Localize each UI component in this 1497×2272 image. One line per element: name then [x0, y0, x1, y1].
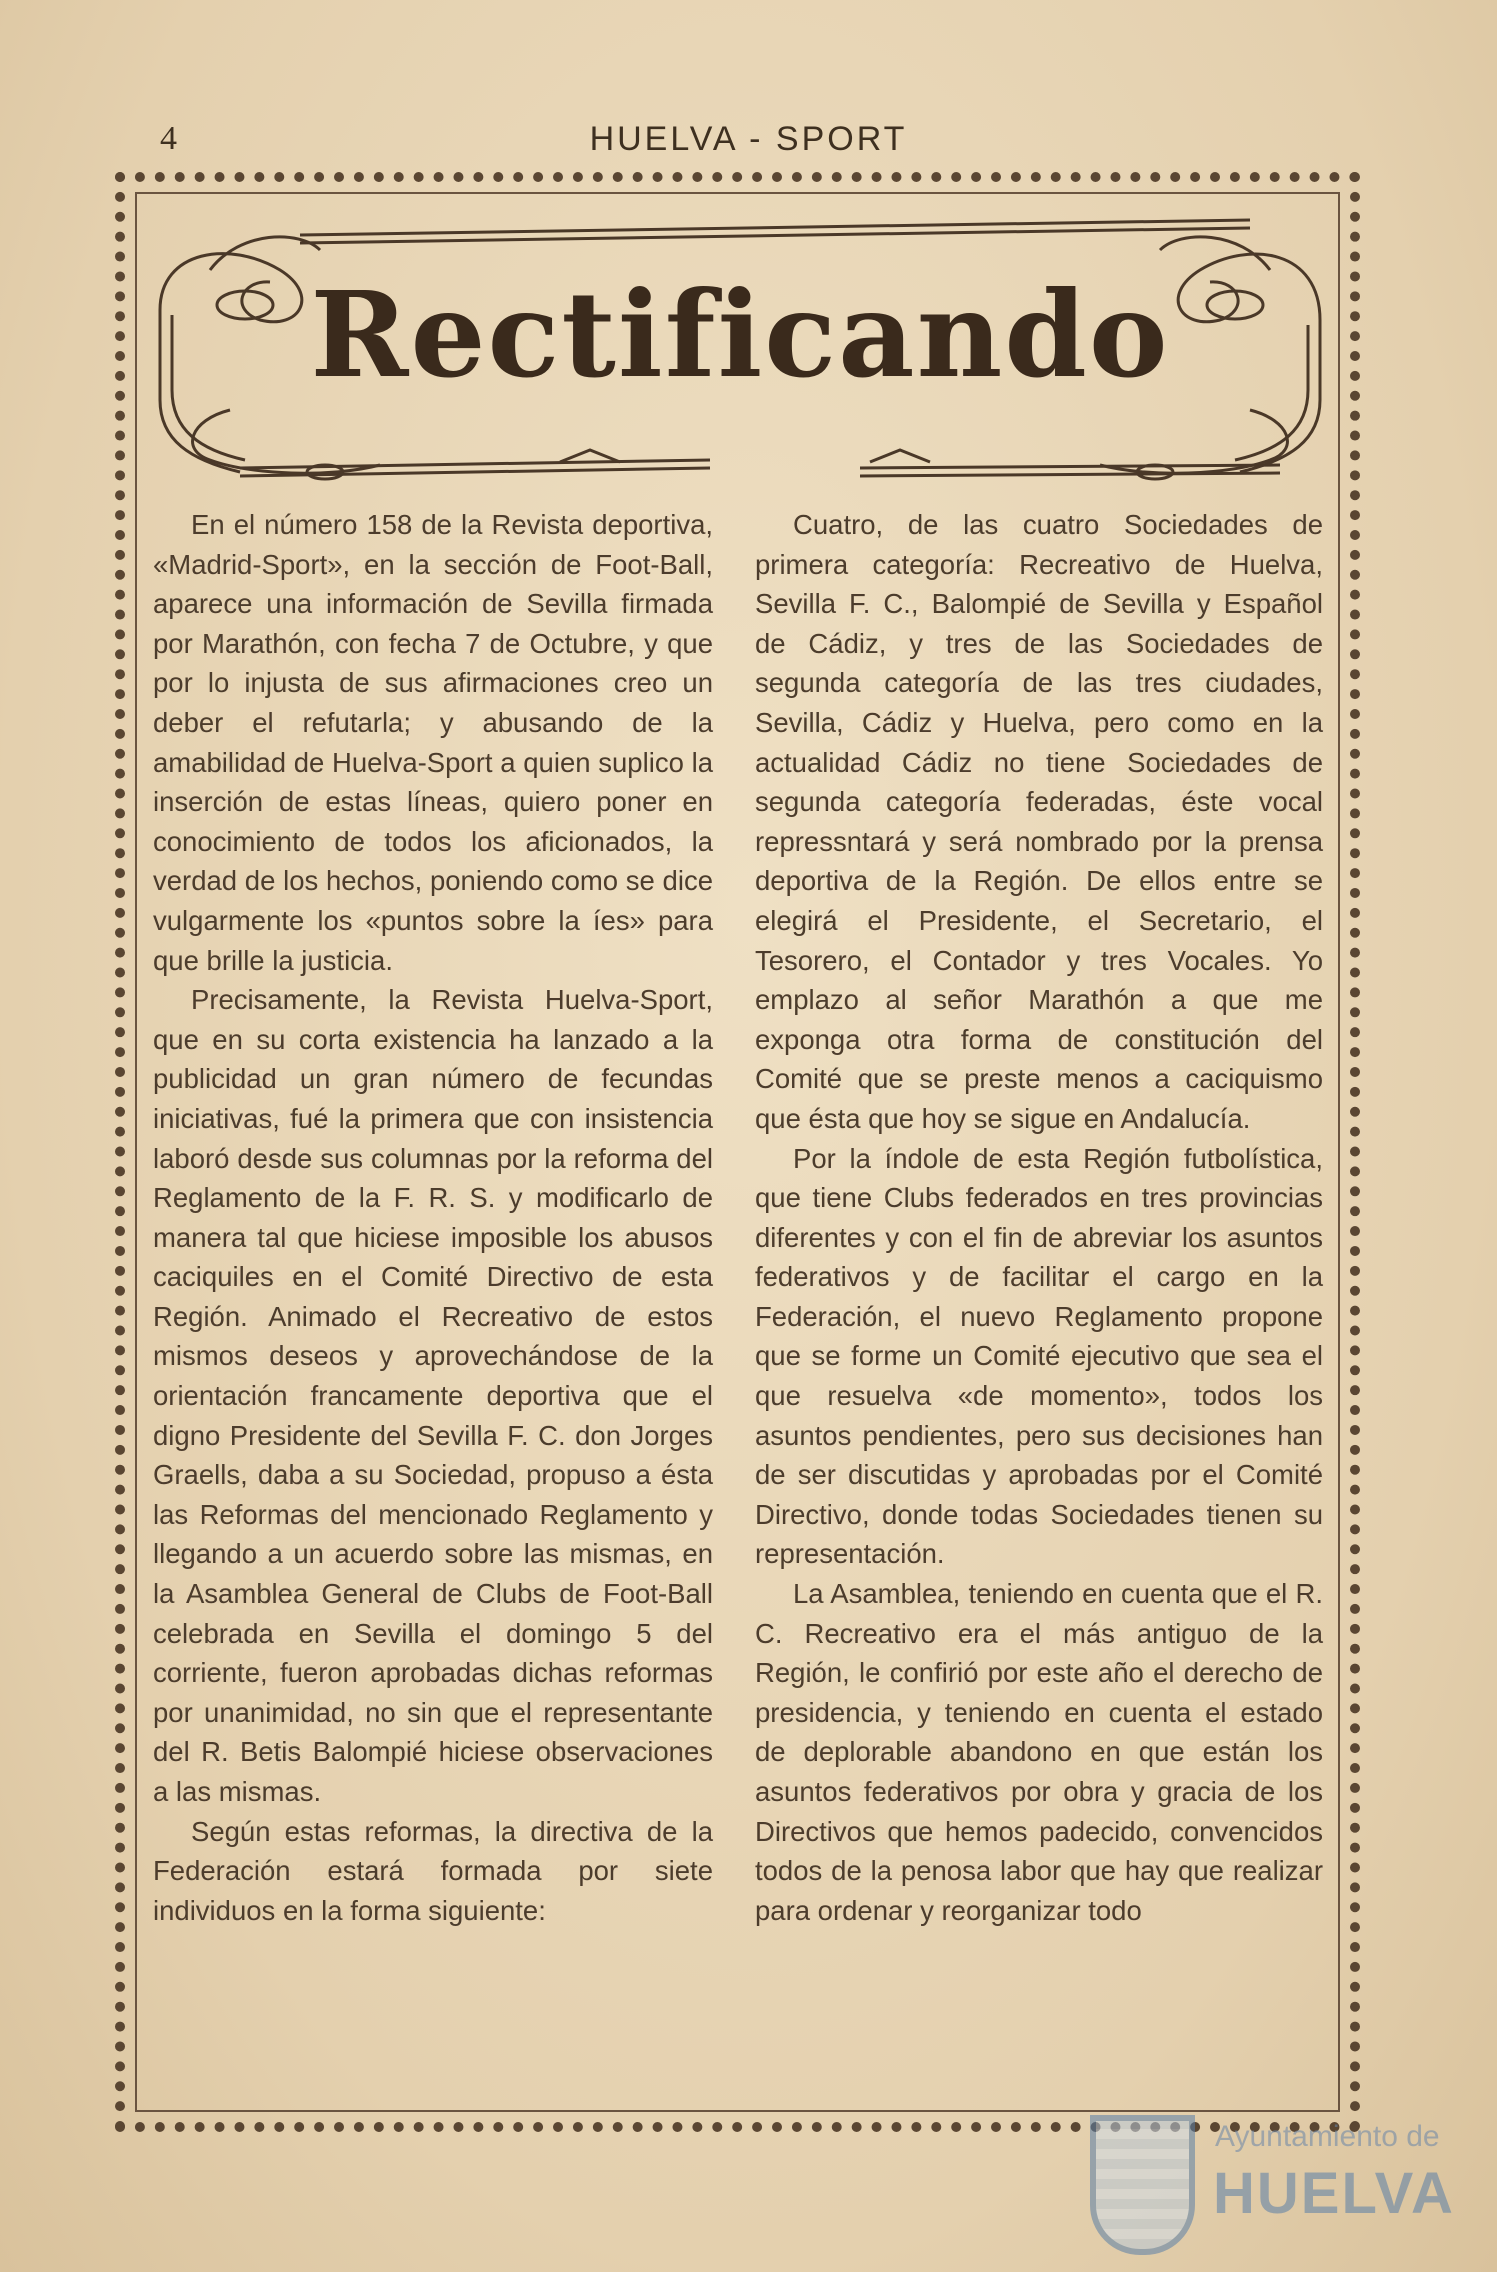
- right-column: [755, 505, 1323, 1930]
- headline-ornament: [150, 210, 1330, 490]
- archive-watermark: [1085, 2100, 1465, 2270]
- paragraph: Según estas reformas, la directiva de la Federación estará formada por siete individuos en la forma siguiente:: [153, 1815, 713, 1926]
- watermark-line1: Ayuntamiento de: [1215, 2120, 1440, 2153]
- coat-of-arms-icon: [1090, 2115, 1195, 2255]
- article-headline: Rectificando: [310, 265, 1170, 404]
- page-number: 4: [160, 120, 177, 157]
- paragraph: Por la índole de esta Región futbolística, que tiene Clubs federados en tres provincias diferentes y con el fin de abreviar los asuntos federativos y de facilitar el cargo en la Federación, el nuevo Reglamento propone que se forme un Comité ejecutivo que sea el que resuelva «de momento», todos los asuntos pendientes, pero sus decisiones han de ser discutidas y aprobadas por el Comité Directivo, donde todas Sociedades tienen su representación.: [755, 1142, 1323, 1570]
- paragraph: En el número 158 de la Revista deportiva, «Madrid-Sport», en la sección de Foot-Ball, aparece una información de Sevilla firmada por Marathón, con fecha 7 de Octubre, y que por lo injusta de sus afirmaciones creo un deber el refutarla; y abusando de la amabilidad de Huelva-Sport a quien suplico la inserción de estas líneas, quiero poner en conocimiento de todos los aficionados, la verdad de los hechos, poniendo como se dice vulgarmente los «puntos sobre la íes» para que brille la justicia.: [153, 509, 713, 976]
- paragraph: Precisamente, la Revista Huelva-Sport, que en su corta existencia ha lanzado a la publicidad un gran número de fecundas iniciativas, fué la primera que con insistencia laboró desde sus columnas por la reforma del Reglamento de la F. R. S. y modificarlo de manera tal que hiciese imposible los abusos caciquiles en el Comité Directivo de esta Región. Animado el Recreativo de estos mismos deseos y aprovechándose de la orientación francamente deportiva que el digno Presidente del Sevilla F. C. don Jorges Graells, daba a su Sociedad, propuso a ésta las Reformas del mencionado Reglamento y llegando a un acuerdo sobre las mismas, en la Asamblea General de Clubs de Foot-Ball celebrada en Sevilla el domingo 5 del corriente, fueron aprobadas dichas reformas por unanimidad, no sin que el representante del R. Betis Balompié hiciese observaciones a las mismas.: [153, 984, 713, 1807]
- paragraph: Cuatro, de las cuatro Sociedades de primera categoría: Recreativo de Huelva, Sevilla F. C., Balompié de Sevilla y Español de Cádiz, y tres de las Sociedades de segunda categoría de las tres ciudades, Sevilla, Cádiz y Huelva, pero como en la actualidad Cádiz no tiene Sociedades de segunda categoría federadas, éste vocal repressntará y será nombrado por la prensa deportiva de la Región. De ellos entre se elegirá el Presidente, el Secretario, el Tesorero, el Contador y tres Vocales. Yo emplazo al señor Marathón a que me exponga otra forma de constitución del Comité que se preste menos a caciquismo que ésta que hoy se sigue en Andalucía.: [755, 509, 1323, 1134]
- watermark-line2: HUELVA: [1213, 2161, 1455, 2226]
- paragraph: La Asamblea, teniendo en cuenta que el R. C. Recreativo era el más antiguo de la Región, le confirió por este año el derecho de presidencia, y teniendo en cuenta el estado de deplorable abandono en que están los asuntos federativos por obra y gracia de los Directivos que hemos padecido, convencidos todos de la penosa labor que hay que realizar para ordenar y reorganizar todo: [755, 1578, 1323, 1926]
- running-title: HUELVA - SPORT: [589, 120, 908, 158]
- left-column: [153, 505, 713, 1930]
